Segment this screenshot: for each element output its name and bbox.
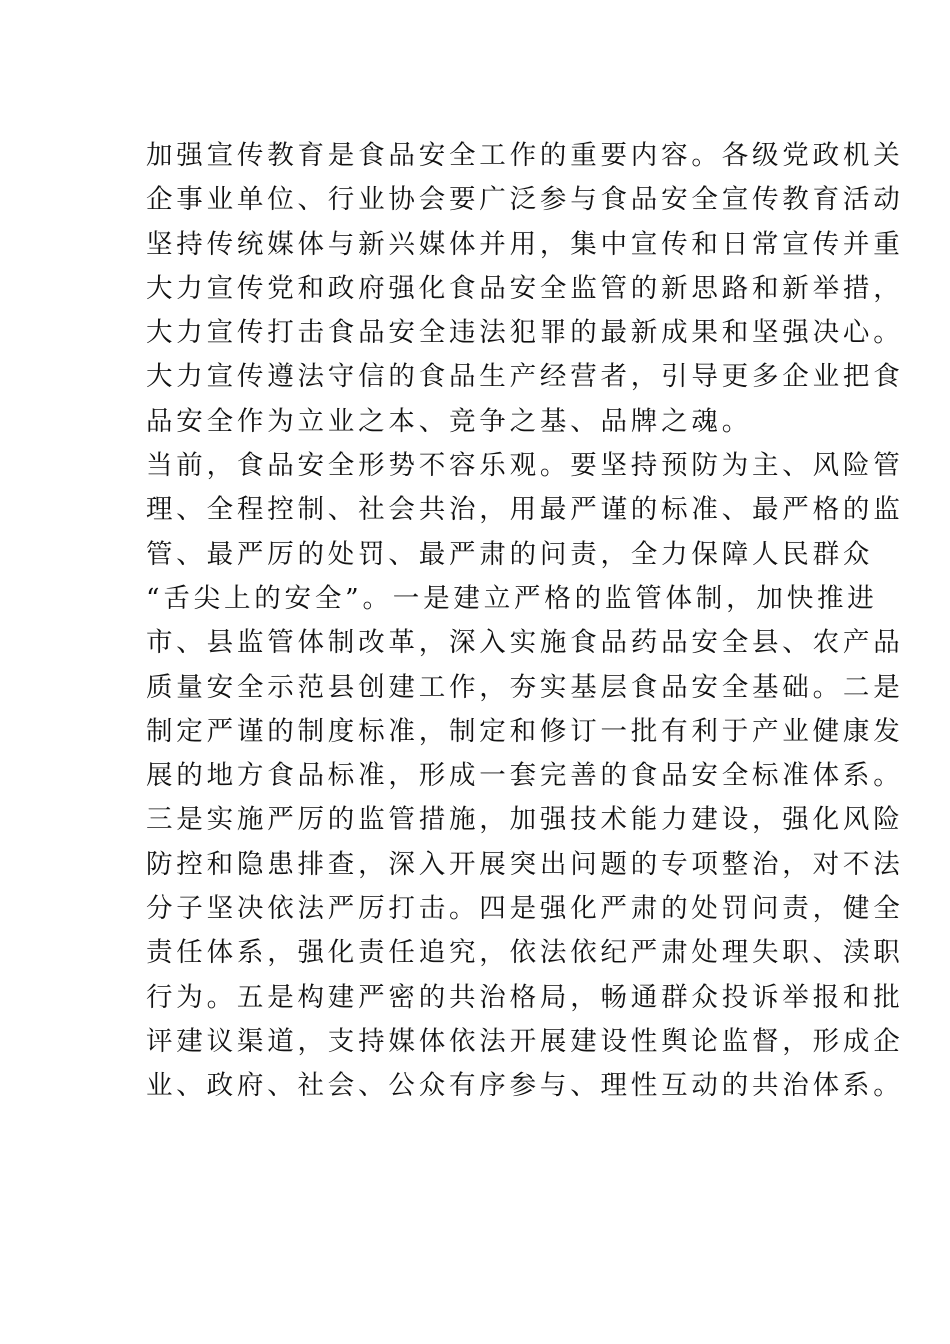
text-line: 大力宣传党和政府强化食品安全监管的新思路和新举措， [146, 272, 904, 304]
text-line: 质量安全示范县创建工作，夯实基层食品安全基础。二是 [146, 671, 904, 703]
text-line: “舌尖上的安全”。一是建立严格的监管体制，加快推进 [146, 582, 878, 614]
paragraph-1 [146, 134, 904, 444]
text-line: 管、最严厉的处罚、最严肃的问责，全力保障人民群众 [146, 538, 874, 570]
text-line: 业、政府、社会、公众有序参与、理性互动的共治体系。 [146, 1070, 904, 1102]
text-line: 当前，食品安全形势不容乐观。要坚持预防为主、风险管 [146, 450, 904, 482]
text-line: 大力宣传打击食品安全违法犯罪的最新成果和坚强决心。 [146, 317, 904, 349]
text-line: 坚持传统媒体与新兴媒体并用，集中宣传和日常宣传并重 [146, 228, 904, 260]
text-line: 责任体系，强化责任追究，依法依纪严肃处理失职、渎职 [146, 937, 904, 969]
text-line: 大力宣传遵法守信的食品生产经营者，引导更多企业把食 [146, 361, 904, 393]
text-line: 制定严谨的制度标准，制定和修订一批有利于产业健康发 [146, 715, 904, 747]
text-line: 市、县监管体制改革，深入实施食品药品安全县、农产品 [146, 627, 904, 659]
text-line: 加强宣传教育是食品安全工作的重要内容。各级党政机关 [146, 140, 904, 171]
text-line: 三是实施严厉的监管措施，加强技术能力建设，强化风险 [146, 804, 904, 836]
text-line: 品安全作为立业之本、竞争之基、品牌之魂。 [146, 405, 752, 437]
text-line: 评建议渠道，支持媒体依法开展建设性舆论监督，形成企 [146, 1025, 904, 1057]
text-line: 展的地方食品标准，形成一套完善的食品安全标准体系。 [146, 760, 904, 792]
text-line: 企事业单位、行业协会要广泛参与食品安全宣传教育活动 [146, 184, 904, 216]
text-line: 分子坚决依法严厉打击。四是强化严肃的处罚问责，健全 [146, 893, 904, 925]
text-line: 行为。五是构建严密的共治格局，畅通群众投诉举报和批 [146, 981, 904, 1013]
text-line: 理、全程控制、社会共治，用最严谨的标准、最严格的监 [146, 494, 904, 526]
paragraph-2 [146, 444, 904, 1108]
document-body [146, 134, 904, 1109]
text-line: 防控和隐患排查，深入开展突出问题的专项整治，对不法 [146, 848, 904, 880]
